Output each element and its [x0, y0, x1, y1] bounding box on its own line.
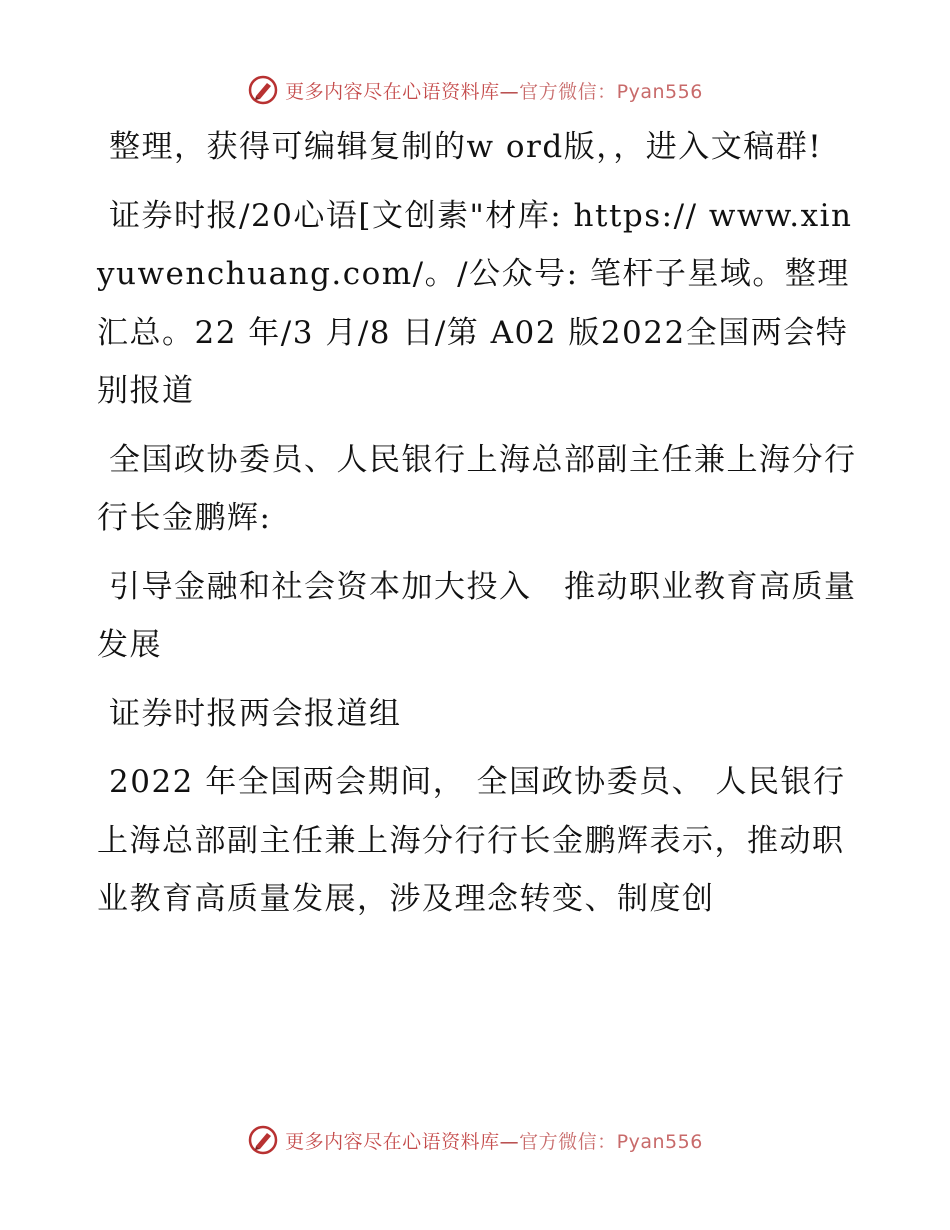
pen-logo-icon: [247, 1124, 279, 1156]
banner-wechat-text: 官方微信：Pyan556: [519, 80, 703, 103]
header-banner: [0, 70, 950, 110]
paragraph-heading: 引导金融和社会资本加大投入 推动职业教育高质量发展: [97, 568, 857, 663]
paragraph: 整理，获得可编辑复制的w ord版，，进入文稿群!: [109, 129, 823, 165]
banner-main-text: 更多内容尽在心语资料库: [285, 1130, 500, 1153]
banner-text: [285, 1127, 703, 1154]
banner-text: [285, 77, 703, 104]
document-body: [97, 118, 857, 939]
banner-main-text: 更多内容尽在心语资料库: [285, 80, 500, 103]
footer-banner: [0, 1120, 950, 1160]
paragraph: 证券时报/20心语[文创素"材库: https:// www.xinyuwenchuang.com/。/公众号: 笔杆子星域。整理汇总。22 年/3 月/8 日/第 A02 版2022全国两会特别报道: [97, 197, 853, 409]
banner-separator: —: [499, 1130, 520, 1153]
banner-separator: —: [499, 80, 520, 103]
pen-logo-icon: [247, 74, 279, 106]
paragraph: 全国政协委员、人民银行上海总部副主任兼上海分行行长金鹏辉:: [97, 441, 857, 536]
paragraph: 2022 年全国两会期间， 全国政协委员、 人民银行上海总部副主任兼上海分行行长金鹏辉表示，推动职业教育高质量发展，涉及理念转变、制度创: [97, 764, 846, 917]
banner-wechat-text: 官方微信：Pyan556: [519, 1130, 703, 1153]
paragraph-byline: 证券时报两会报道组: [109, 695, 402, 732]
